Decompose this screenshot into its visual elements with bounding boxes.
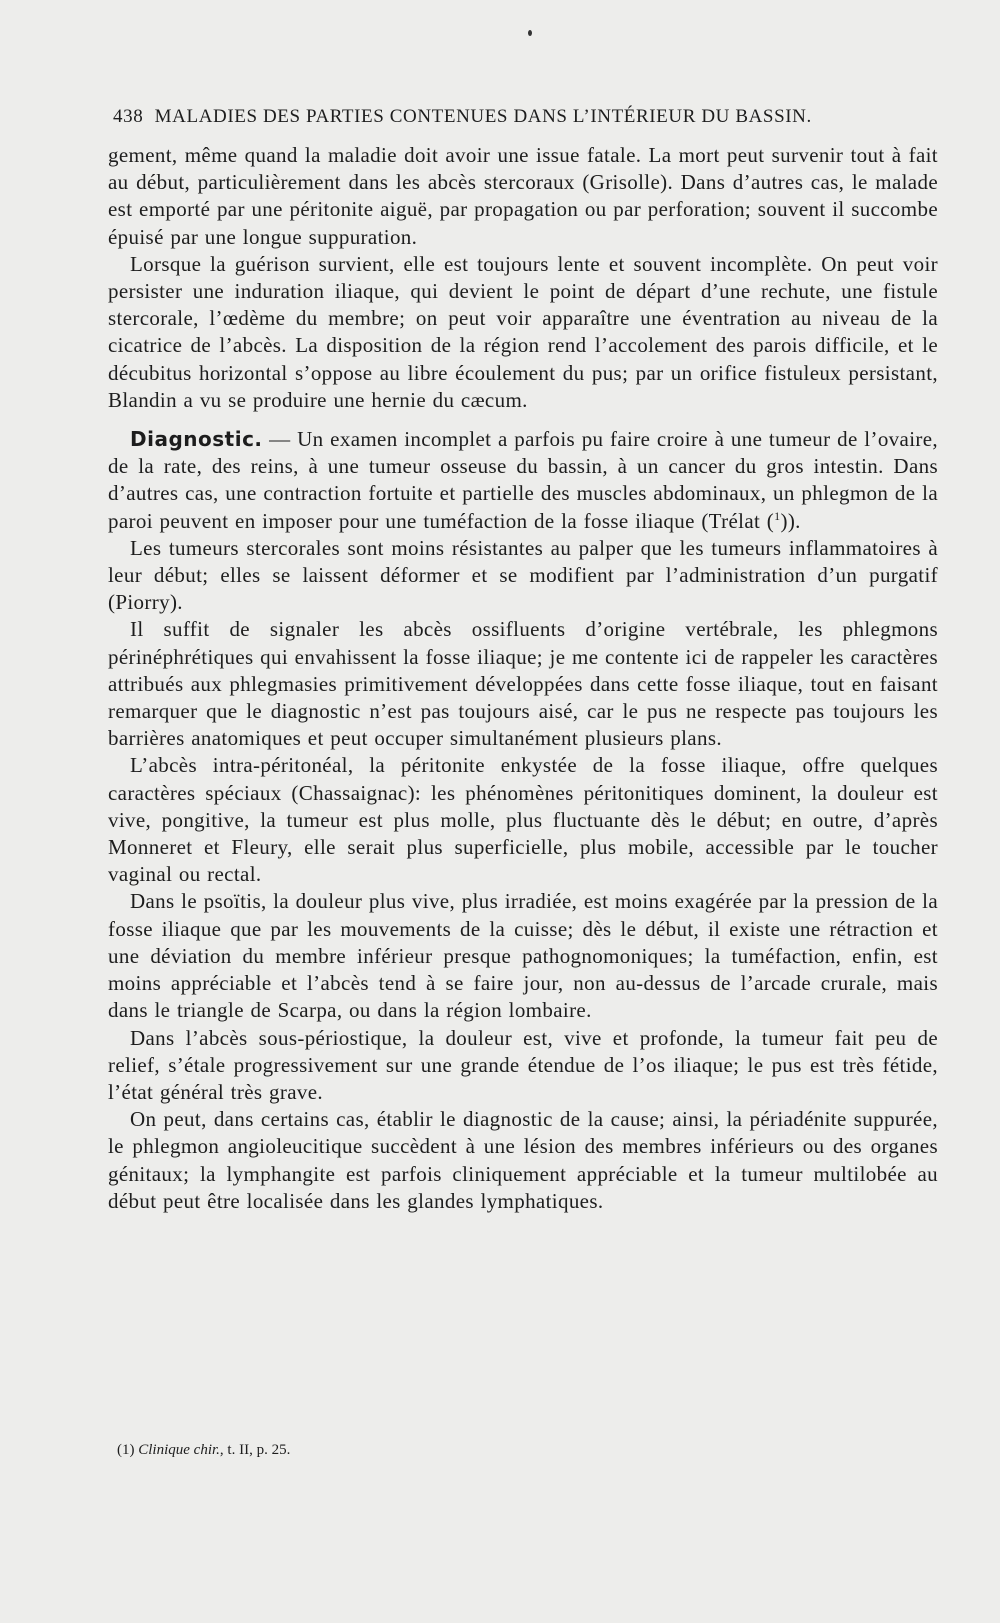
diagnostic-lead-tail: )). (780, 508, 801, 533)
paragraph-ossifluent-abscess: Il suffit de signaler les abcès ossifluents d’origine vertébrale, les phlegmons périnéphrétiques qui envahissent la fosse iliaque; je me contente ici de rappeler les caractères attribués aux phlegmasies primitivement développées dans cette fosse iliaque, tout en faisant remarquer que le diagnostic n’est pas toujours aisé, car le pus ne respecte pas toujours les barrières anatomiques et peut occuper simultanément plusieurs plans. (108, 617, 938, 751)
footnote-citation: , t. II, p. 25. (219, 1442, 291, 1458)
running-header (113, 106, 903, 128)
footnote (117, 1442, 290, 1459)
paragraph-intraperitoneal-abscess: L’abcès intra-péritonéal, la péritonite enkystée de la fosse iliaque, offre quelques caractères spéciaux (Chassaignac): les phénomènes péritonitiques dominent, la douleur est vive, pongitive, la tumeur est plus molle, plus fluctuante dès le début; en outre, d’après Monneret et Fleury, elle serait plus superficielle, plus mobile, accessible par le toucher vaginal ou rectal. (108, 753, 938, 887)
footnote-marker: (1) (117, 1442, 135, 1458)
body-text (108, 142, 938, 1215)
footnote-source: Clinique chir. (138, 1442, 220, 1458)
section-heading-diagnostic: Diagnostic. (130, 427, 263, 452)
running-title: MALADIES DES PARTIES CONTENUES DANS L’INTÉRIEUR DU BASSIN. (154, 106, 812, 127)
page-number: 438 (113, 106, 144, 127)
paragraph-continuation: gement, même quand la maladie doit avoir une issue fatale. La mort peut survenir tout à fait au début, particulièrement dans les abcès stercoraux (Grisolle). Dans d’autres cas, le malade est emporté par une péritonite aiguë, par propagation ou par perforation; souvent il succombe épuisé par une longue suppuration. (108, 143, 938, 249)
paragraph-stercoral-tumours: Les tumeurs stercorales sont moins résistantes au palper que les tumeurs inflammatoires à leur début; elles se laissent déformer et se modifient par l’administration d’un purgatif (Piorry). (108, 535, 938, 615)
footnote-reference: 1 (774, 508, 781, 523)
paragraph-psoitis: Dans le psoïtis, la douleur plus vive, plus irradiée, est moins exagérée par la pression de la fosse iliaque que par les mouvements de la cuisse; dès le début, il existe une rétraction et une déviation du membre inférieur presque pathognomoniques; la tuméfaction, enfin, est moins appréciable et l’abcès tend à se faire jour, non au-dessus de l’arcade crurale, mais dans le triangle de Scarpa, ou dans la région lombaire. (108, 889, 938, 1023)
heading-dash: — (262, 427, 298, 452)
paragraph-cause-diagnosis: On peut, dans certains cas, établir le diagnostic de la cause; ainsi, la périadénite suppurée, le phlegmon angioleucitique succèdent à une lésion des membres inférieurs ou des organes génitaux; la lymphangite est parfois cliniquement appréciable et la tumeur multilobée au début peut être localisée dans les glandes lymphatiques. (108, 1107, 938, 1213)
paragraph-diagnostic (108, 426, 938, 535)
ink-speck (528, 30, 532, 36)
paragraph-healing: Lorsque la guérison survient, elle est toujours lente et souvent incomplète. On peut voir persister une induration iliaque, qui devient le point de départ d’une rechute, une fistule stercorale, l’œdème du membre; on peut voir apparaître une éventration au niveau de la cicatrice de l’abcès. La disposition de la région rend l’accolement des parois difficile, et le décubitus horizontal s’oppose au libre écoulement du pus; par un orifice fistuleux persistant, Blandin a vu se produire une hernie du cæcum. (108, 251, 938, 412)
paragraph-subperiosteal-abscess: Dans l’abcès sous-périostique, la douleur est, vive et profonde, la tumeur fait peu de relief, s’étale progressivement sur une grande étendue de l’os iliaque; le pus est très fétide, l’état général très grave. (108, 1025, 938, 1104)
diagnostic-lead-text: Un examen incomplet a parfois pu faire croire à une tumeur de l’ovaire, de la rate, des reins, à une tumeur osseuse du bassin, à un cancer du gros intestin. Dans d’autres cas, une contraction fortuite et partielle des muscles abdominaux, un phlegmon de la paroi peuvent en imposer pour une tuméfaction de la fosse iliaque (Trélat ( (108, 427, 938, 533)
